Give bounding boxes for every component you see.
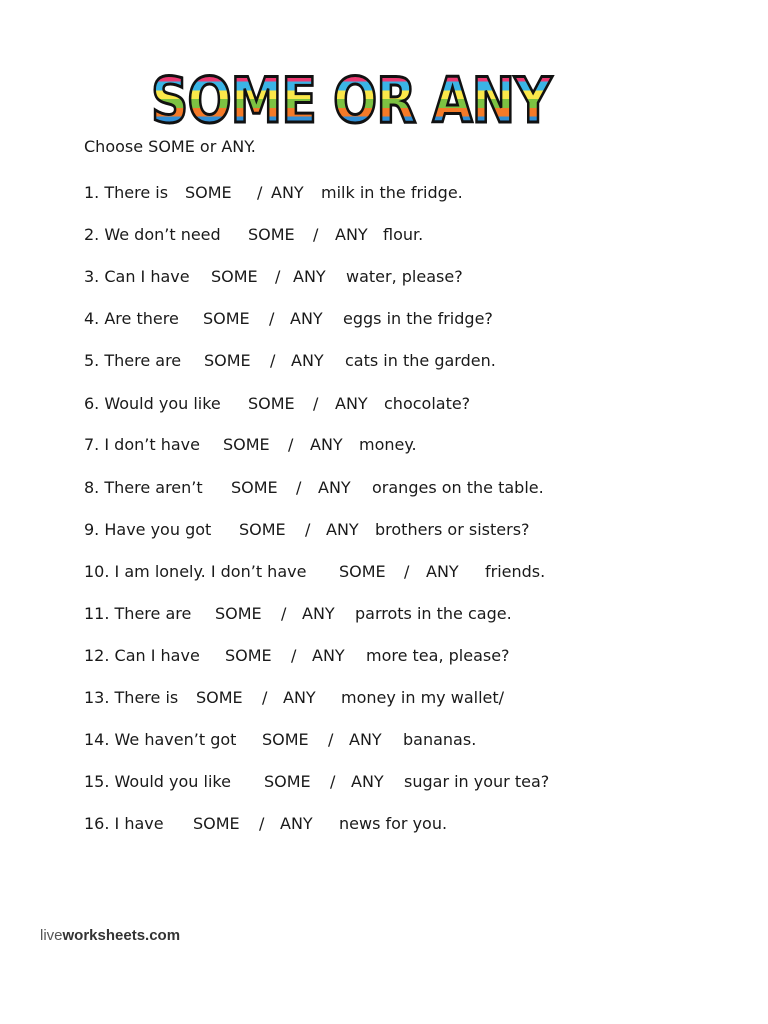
question-suffix: news for you. [339, 814, 448, 833]
option-separator: / [275, 267, 281, 286]
footer-brand-bold: worksheets.com [62, 927, 181, 944]
question-suffix: eggs in the fridge? [343, 309, 493, 328]
option-any[interactable]: ANY [349, 730, 382, 749]
question-row [84, 813, 704, 835]
footer-brand-light: live [40, 927, 63, 944]
option-some[interactable]: SOME [248, 225, 295, 244]
question-suffix: chocolate? [384, 394, 471, 413]
question-suffix: oranges on the table. [372, 478, 544, 497]
question-prefix: 6. Would you like [84, 394, 221, 413]
question-suffix: money in my wallet/ [341, 688, 505, 707]
question-prefix: 15. Would you like [84, 772, 231, 791]
question-suffix: more tea, please? [366, 646, 510, 665]
question-prefix: 9. Have you got [84, 520, 212, 539]
option-any[interactable]: ANY [335, 394, 368, 413]
option-any[interactable]: ANY [271, 183, 304, 202]
question-suffix: cats in the garden. [345, 351, 496, 370]
question-row [84, 477, 704, 499]
option-any[interactable]: ANY [302, 604, 335, 623]
option-any[interactable]: ANY [280, 814, 313, 833]
footer-brand [40, 927, 180, 945]
question-suffix: bananas. [403, 730, 477, 749]
option-separator: / [270, 351, 276, 370]
question-suffix: friends. [485, 562, 546, 581]
question-prefix: 14. We haven’t got [84, 730, 237, 749]
option-separator: / [313, 394, 319, 413]
option-any[interactable]: ANY [335, 225, 368, 244]
option-separator: / [262, 688, 268, 707]
option-separator: / [296, 478, 302, 497]
option-separator: / [328, 730, 334, 749]
option-any[interactable]: ANY [426, 562, 459, 581]
question-suffix: milk in the fridge. [321, 183, 463, 202]
question-suffix: water, please? [346, 267, 463, 286]
question-prefix: 1. There is [84, 183, 169, 202]
option-separator: / [288, 435, 294, 454]
option-some[interactable]: SOME [248, 394, 295, 413]
option-some[interactable]: SOME [185, 183, 232, 202]
question-row [84, 603, 704, 625]
title-text: SOME OR ANY [151, 64, 553, 137]
option-some[interactable]: SOME [204, 351, 251, 370]
option-some[interactable]: SOME [223, 435, 270, 454]
question-prefix: 7. I don’t have [84, 435, 200, 454]
option-separator: / [330, 772, 336, 791]
question-prefix: 2. We don’t need [84, 225, 221, 244]
question-suffix: money. [359, 435, 417, 454]
option-some[interactable]: SOME [196, 688, 243, 707]
question-prefix: 16. I have [84, 814, 164, 833]
option-some[interactable]: SOME [193, 814, 240, 833]
option-separator: / [305, 520, 311, 539]
question-row [84, 393, 704, 415]
option-separator: / [259, 814, 265, 833]
option-some[interactable]: SOME [264, 772, 311, 791]
option-any[interactable]: ANY [312, 646, 345, 665]
option-separator: / [291, 646, 297, 665]
option-any[interactable]: ANY [310, 435, 343, 454]
option-separator: / [313, 225, 319, 244]
question-row [84, 350, 704, 372]
question-row [84, 434, 704, 456]
option-some[interactable]: SOME [231, 478, 278, 497]
option-some[interactable]: SOME [339, 562, 386, 581]
worksheet-title [146, 62, 556, 137]
question-row [84, 687, 704, 709]
option-separator: / [281, 604, 287, 623]
option-any[interactable]: ANY [293, 267, 326, 286]
question-row [84, 266, 704, 288]
option-any[interactable]: ANY [351, 772, 384, 791]
question-prefix: 12. Can I have [84, 646, 200, 665]
instruction-text: Choose SOME or ANY. [84, 137, 256, 156]
option-any[interactable]: ANY [283, 688, 316, 707]
option-some[interactable]: SOME [215, 604, 262, 623]
question-row [84, 771, 704, 793]
question-prefix: 5. There are [84, 351, 182, 370]
question-suffix: sugar in your tea? [404, 772, 550, 791]
question-row [84, 224, 704, 246]
option-some[interactable]: SOME [262, 730, 309, 749]
question-prefix: 8. There aren’t [84, 478, 203, 497]
option-separator: / [257, 183, 263, 202]
question-suffix: flour. [383, 225, 424, 244]
question-row [84, 519, 704, 541]
question-row [84, 729, 704, 751]
question-row [84, 182, 704, 204]
question-prefix: 3. Can I have [84, 267, 190, 286]
question-row [84, 645, 704, 667]
option-some[interactable]: SOME [203, 309, 250, 328]
question-prefix: 11. There are [84, 604, 192, 623]
title-logo [146, 62, 556, 137]
question-row [84, 308, 704, 330]
option-some[interactable]: SOME [225, 646, 272, 665]
option-separator: / [269, 309, 275, 328]
question-prefix: 10. I am lonely. I don’t have [84, 562, 307, 581]
option-any[interactable]: ANY [318, 478, 351, 497]
question-prefix: 13. There is [84, 688, 179, 707]
option-any[interactable]: ANY [326, 520, 359, 539]
question-row [84, 561, 704, 583]
option-some[interactable]: SOME [211, 267, 258, 286]
option-some[interactable]: SOME [239, 520, 286, 539]
question-suffix: brothers or sisters? [375, 520, 530, 539]
question-suffix: parrots in the cage. [355, 604, 512, 623]
option-any[interactable]: ANY [290, 309, 323, 328]
option-any[interactable]: ANY [291, 351, 324, 370]
question-prefix: 4. Are there [84, 309, 179, 328]
option-separator: / [404, 562, 410, 581]
